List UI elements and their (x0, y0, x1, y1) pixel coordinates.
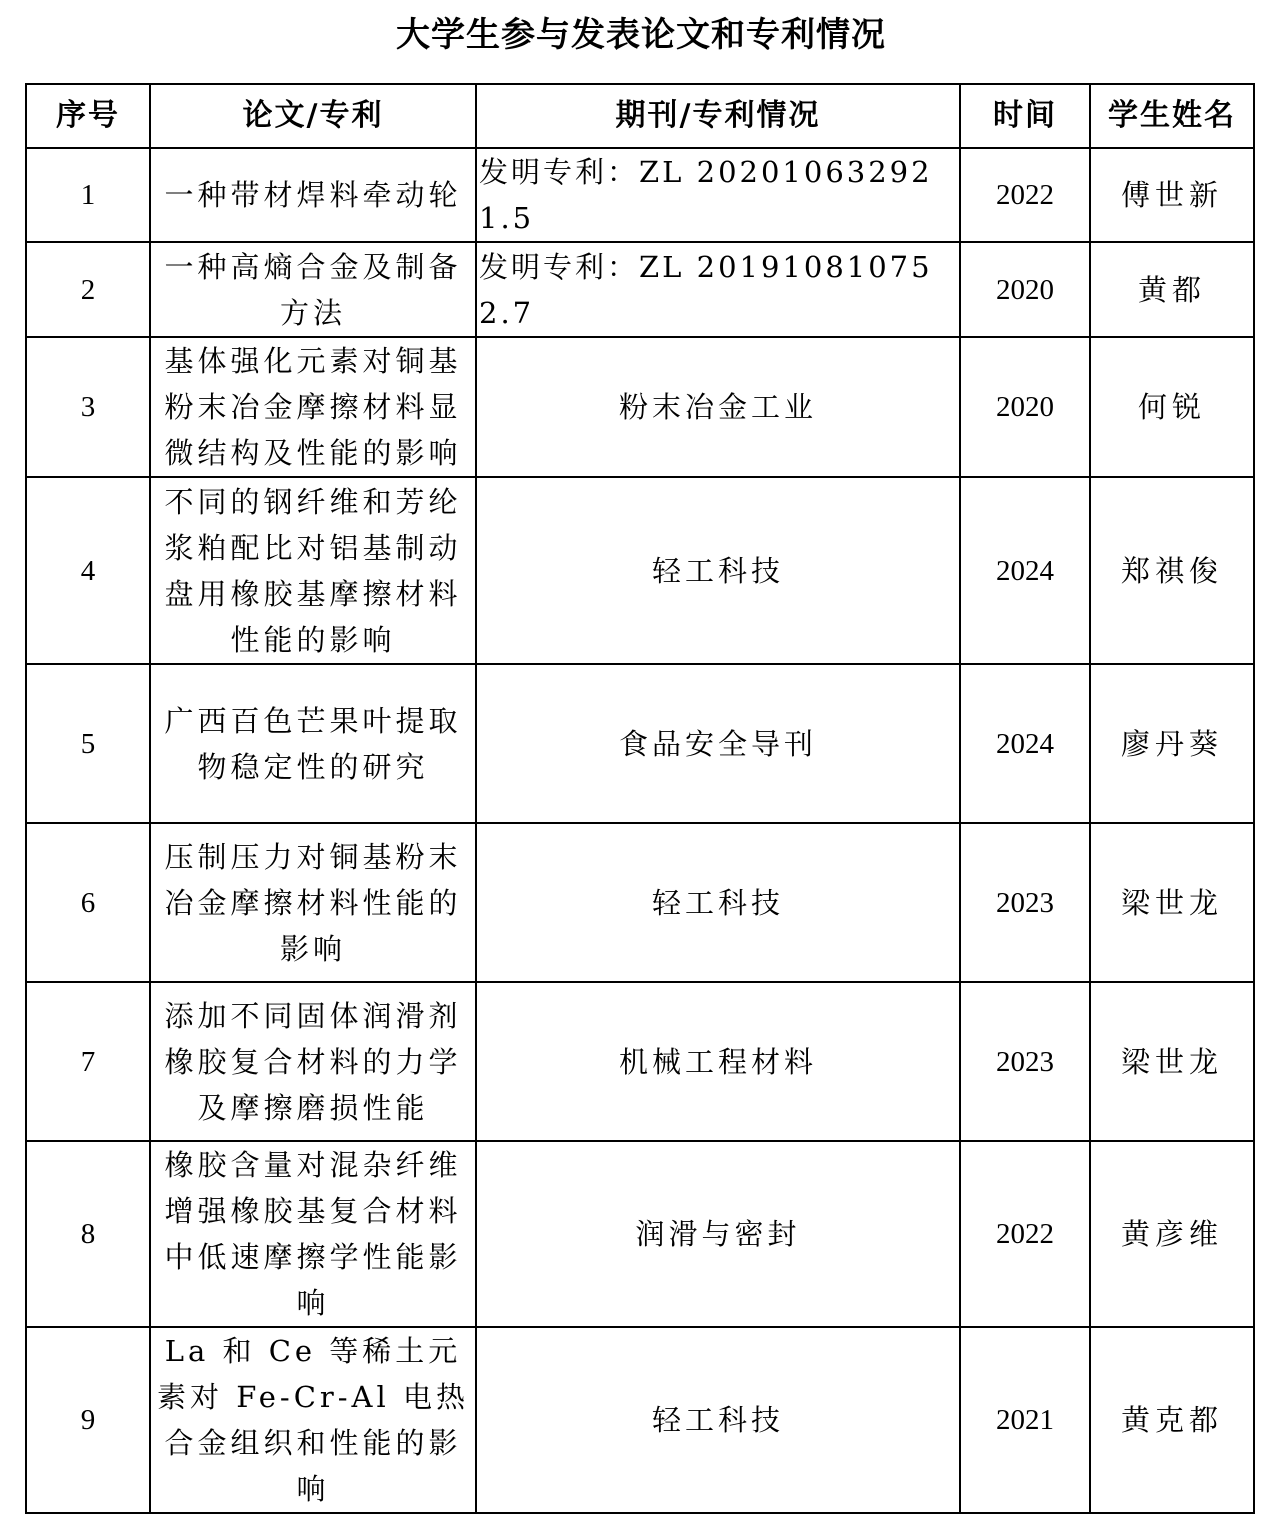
page-title: 大学生参与发表论文和专利情况 (396, 15, 886, 55)
row-index: 7 (26, 982, 150, 1141)
row-index: 8 (26, 1141, 150, 1327)
row-index: 1 (26, 148, 150, 242)
table-row (26, 823, 1254, 982)
table-row (26, 1327, 1254, 1513)
row-paper: 广西百色芒果叶提取物稳定性的研究 (150, 664, 476, 823)
table-header-row (26, 84, 1254, 148)
table-row (26, 1141, 1254, 1327)
row-student: 廖丹葵 (1090, 664, 1254, 823)
row-year: 2023 (960, 982, 1090, 1141)
row-student: 黄都 (1090, 242, 1254, 337)
row-paper: 基体强化元素对铜基粉末冶金摩擦材料显微结构及性能的影响 (150, 337, 476, 477)
row-index: 6 (26, 823, 150, 982)
row-year: 2024 (960, 477, 1090, 664)
row-index: 3 (26, 337, 150, 477)
row-paper: 压制压力对铜基粉末冶金摩擦材料性能的影响 (150, 823, 476, 982)
row-paper: 不同的钢纤维和芳纶浆粕配比对铝基制动盘用橡胶基摩擦材料性能的影响 (150, 477, 476, 664)
row-student: 梁世龙 (1090, 823, 1254, 982)
header-year: 时间 (960, 84, 1090, 148)
row-index: 4 (26, 477, 150, 664)
row-year: 2024 (960, 664, 1090, 823)
row-year: 2020 (960, 337, 1090, 477)
header-journal: 期刊/专利情况 (476, 84, 960, 148)
header-student: 学生姓名 (1090, 84, 1254, 148)
row-index: 9 (26, 1327, 150, 1513)
row-student: 黄彦维 (1090, 1141, 1254, 1327)
table-row (26, 337, 1254, 477)
header-index: 序号 (26, 84, 150, 148)
row-journal: 润滑与密封 (476, 1141, 960, 1327)
row-index: 2 (26, 242, 150, 337)
row-paper: La 和 Ce 等稀土元素对 Fe-Cr-Al 电热合金组织和性能的影响 (150, 1327, 476, 1513)
row-paper: 添加不同固体润滑剂橡胶复合材料的力学及摩擦磨损性能 (150, 982, 476, 1141)
row-student: 梁世龙 (1090, 982, 1254, 1141)
row-year: 2020 (960, 242, 1090, 337)
row-student: 傅世新 (1090, 148, 1254, 242)
row-journal: 食品安全导刊 (476, 664, 960, 823)
row-journal: 轻工科技 (476, 1327, 960, 1513)
row-year: 2021 (960, 1327, 1090, 1513)
row-journal: 发明专利：ZL 201910810752.7 (476, 242, 960, 337)
row-journal: 轻工科技 (476, 823, 960, 982)
header-paper: 论文/专利 (150, 84, 476, 148)
row-journal: 发明专利：ZL 202010632921.5 (476, 148, 960, 242)
row-journal: 轻工科技 (476, 477, 960, 664)
papers-patents-table (25, 83, 1255, 1514)
row-student: 郑祺俊 (1090, 477, 1254, 664)
table-row (26, 664, 1254, 823)
row-index: 5 (26, 664, 150, 823)
row-year: 2022 (960, 148, 1090, 242)
row-paper: 一种高熵合金及制备方法 (150, 242, 476, 337)
row-student: 何锐 (1090, 337, 1254, 477)
table-row (26, 148, 1254, 242)
row-journal: 粉末冶金工业 (476, 337, 960, 477)
row-year: 2023 (960, 823, 1090, 982)
row-journal: 机械工程材料 (476, 982, 960, 1141)
row-student: 黄克都 (1090, 1327, 1254, 1513)
row-paper: 橡胶含量对混杂纤维增强橡胶基复合材料中低速摩擦学性能影响 (150, 1141, 476, 1327)
table-row (26, 242, 1254, 337)
table-row (26, 477, 1254, 664)
row-paper: 一种带材焊料牵动轮 (150, 148, 476, 242)
table-row (26, 982, 1254, 1141)
row-year: 2022 (960, 1141, 1090, 1327)
